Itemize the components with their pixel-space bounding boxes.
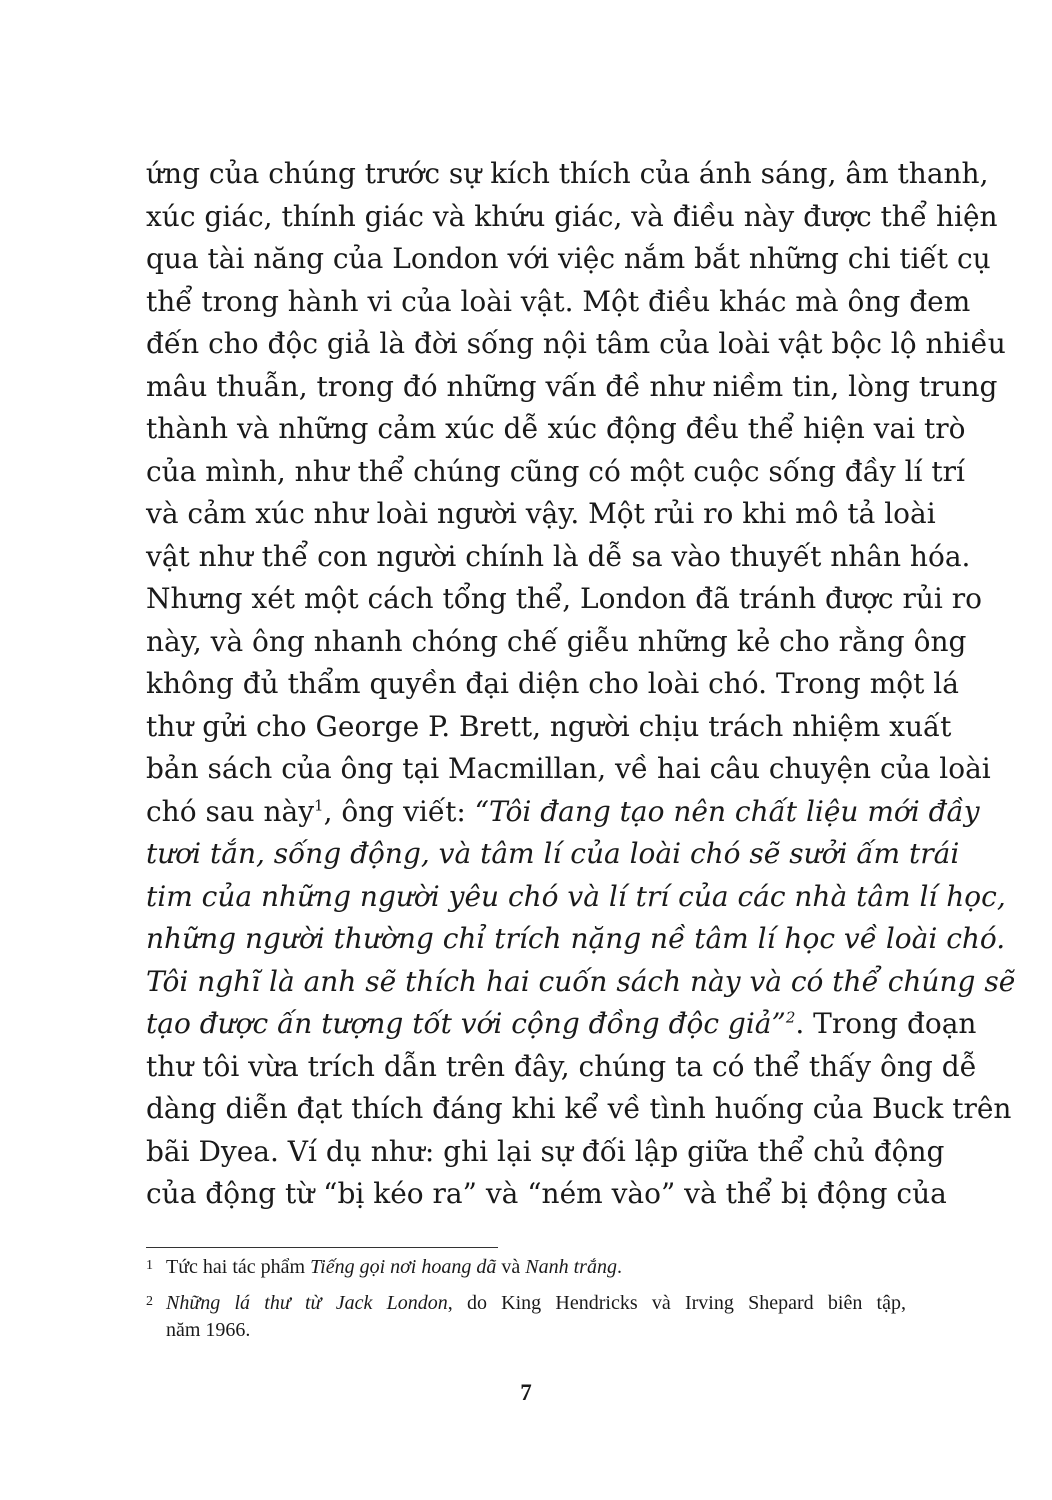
text-line: dàng diễn đạt thích đáng khi kể về tình huống của Buck trên: [146, 1092, 1012, 1125]
quote-line: Tôi nghĩ là anh sẽ thích hai cuốn sách này và có thể chúng sẽ: [146, 964, 1016, 998]
main-text: [146, 153, 1016, 1216]
footnote-2: [146, 1290, 906, 1344]
footnote-number: 2: [146, 1294, 153, 1309]
quote-line: tim của những người yêu chó và lí trí của các nhà tâm lí học,: [146, 879, 1006, 913]
footnote-text: Tức hai tác phẩm: [166, 1256, 311, 1278]
book-title: Tiếng gọi nơi hoang dã: [310, 1256, 497, 1278]
footnote-1: [146, 1254, 906, 1281]
text-line: của động từ “bị kéo ra” và “ném vào” và thể bị động của: [146, 1177, 947, 1210]
text-segment: , ông viết:: [323, 794, 475, 828]
text-line: xúc giác, thính giác và khứu giác, và điều này được thể hiện: [146, 199, 998, 233]
text-line: thành và những cảm xúc dễ xúc động đều thể hiện vai trò: [146, 412, 966, 445]
book-title: Nanh trắng: [525, 1256, 617, 1278]
text-line: vật như thể con người chính là dễ sa vào thuyết nhân hóa.: [146, 539, 971, 573]
quote-segment: tạo được ấn tượng tốt với cộng đồng độc giả”: [146, 1007, 786, 1040]
text-line: này, và ông nhanh chóng chế giễu những kẻ cho rằng ông: [146, 624, 967, 658]
footnote-ref-1[interactable]: 1: [314, 796, 324, 815]
footnote-ref-2[interactable]: 2: [785, 1008, 796, 1027]
footnote-text: năm 1966.: [166, 1319, 251, 1341]
book-title: Những lá thư từ Jack London: [166, 1292, 448, 1314]
text-line: thư gửi cho George P. Brett, người chịu trách nhiệm xuất: [146, 709, 952, 743]
quote-segment: “Tôi đang tạo nên chất liệu mới đầy: [474, 794, 980, 828]
quote-line: tươi tắn, sống động, và tâm lí của loài chó sẽ sưởi ấm trái: [146, 837, 960, 870]
text-line: qua tài năng của London với việc nắm bắt những chi tiết cụ: [146, 242, 991, 275]
footnote-number: 1: [146, 1258, 153, 1273]
text-line: ứng của chúng trước sự kích thích của ánh sáng, âm thanh,: [146, 157, 989, 190]
text-line: của mình, như thể chúng cũng có một cuộc sống đầy lí trí: [146, 454, 965, 488]
footnote-divider: [146, 1247, 498, 1248]
footnote-text: và: [496, 1256, 526, 1278]
text-line: thể trong hành vi của loài vật. Một điều khác mà ông đem: [146, 284, 971, 318]
footnote-line: [166, 1290, 906, 1317]
page-number: 7: [520, 1380, 532, 1405]
quote-line: những người thường chỉ trích nặng nề tâm lí học về loài chó.: [146, 922, 1006, 955]
footnotes: [146, 1254, 906, 1344]
text-line-quote-end: [146, 1003, 977, 1046]
text-segment: chó sau này: [146, 794, 315, 828]
text-line: bản sách của ông tại Macmillan, về hai câu chuyện của loài: [146, 752, 991, 785]
text-line: không đủ thẩm quyền đại diện cho loài chó. Trong một lá: [146, 667, 959, 700]
footnote-text: , do King Hendricks và Irving Shepard biên tập,: [447, 1292, 906, 1314]
text-segment: . Trong đoạn: [795, 1007, 977, 1040]
text-line: và cảm xúc như loài người vậy. Một rủi ro khi mô tả loài: [146, 497, 936, 530]
footnote-text: .: [616, 1256, 622, 1278]
text-line: mâu thuẫn, trong đó những vấn đề như niềm tin, lòng trung: [146, 369, 998, 403]
text-line: bãi Dyea. Ví dụ như: ghi lại sự đối lập giữa thể chủ động: [146, 1134, 945, 1168]
text-line: Nhưng xét một cách tổng thể, London đã tránh được rủi ro: [146, 582, 982, 615]
text-line-quote-start: [146, 791, 980, 834]
text-line: đến cho độc giả là đời sống nội tâm của loài vật bộc lộ nhiều: [146, 327, 1006, 360]
text-line: thư tôi vừa trích dẫn trên đây, chúng ta có thể thấy ông dễ: [146, 1049, 977, 1083]
